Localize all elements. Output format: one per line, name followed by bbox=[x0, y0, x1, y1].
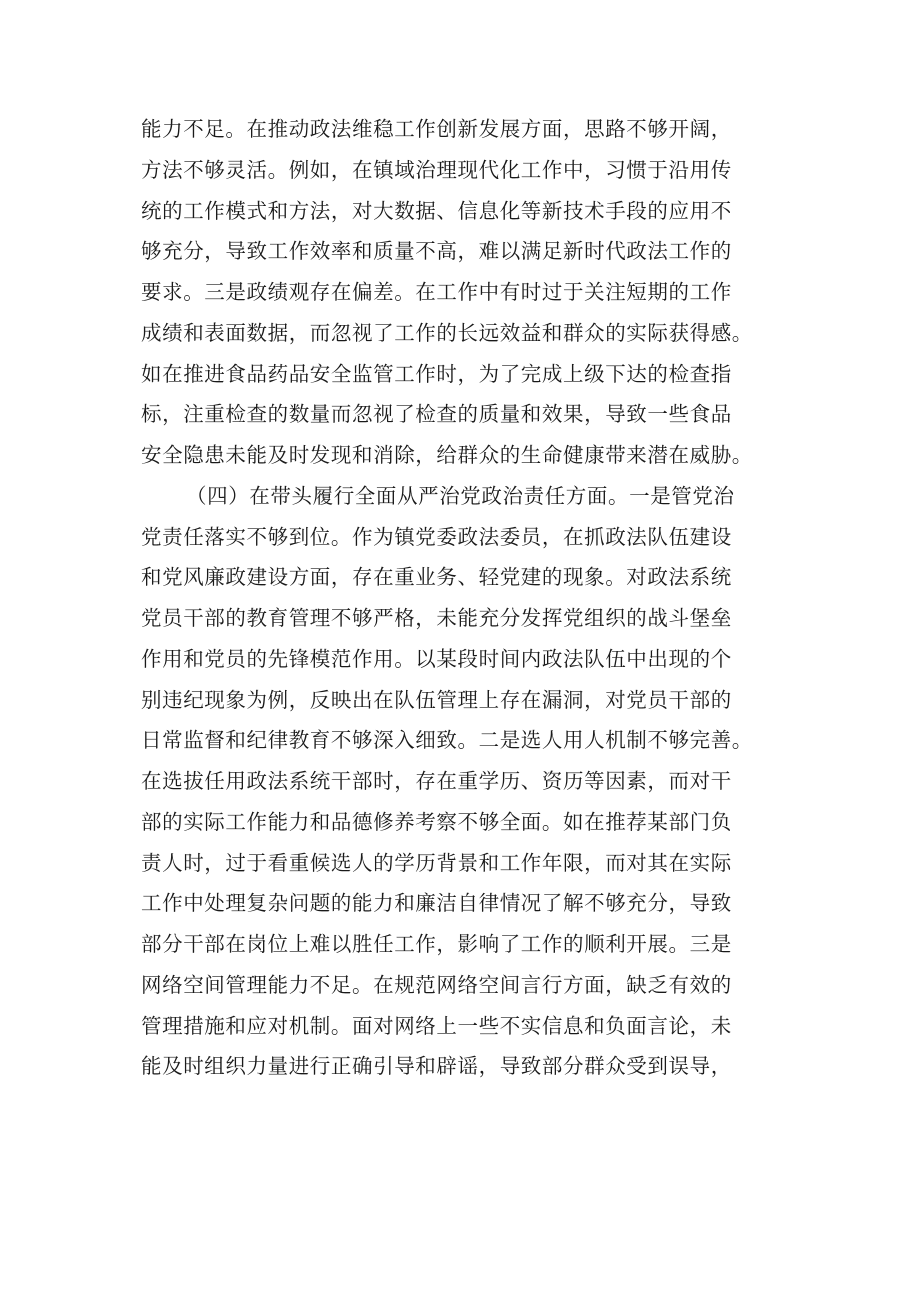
section-heading-line: （四）在带头履行全面从严治党政治责任方面。一是管党治 bbox=[186, 483, 735, 508]
text-line: 和党风廉政建设方面，存在重业务、轻党建的现象。对政法系统 bbox=[141, 565, 732, 590]
text-line: 能及时组织力量进行正确引导和辟谣，导致部分群众受到误导， bbox=[141, 1054, 732, 1079]
text-line: 党责任落实不够到位。作为镇党委政法委员，在抓政法队伍建设 bbox=[141, 524, 732, 549]
text-line: 责人时，过于看重候选人的学历背景和工作年限，而对其在实际 bbox=[141, 850, 732, 875]
text-line: 成绩和表面数据，而忽视了工作的长远效益和群众的实际获得感。 bbox=[141, 320, 753, 345]
text-line: 统的工作模式和方法，对大数据、信息化等新技术手段的应用不 bbox=[141, 198, 732, 223]
text-line: 够充分，导致工作效率和质量不高，难以满足新时代政法工作的 bbox=[141, 239, 732, 264]
text-line: 党员干部的教育管理不够严格，未能充分发挥党组织的战斗堡垒 bbox=[141, 606, 732, 630]
text-line: 网络空间管理能力不足。在规范网络空间言行方面，缺乏有效的 bbox=[141, 972, 732, 997]
text-line: 管理措施和应对机制。面对网络上一些不实信息和负面言论，未 bbox=[141, 1013, 732, 1038]
text-line: 如在推进食品药品安全监管工作时，为了完成上级下达的检查指 bbox=[141, 361, 732, 386]
body-text bbox=[141, 109, 801, 1087]
text-line: 要求。三是政绩观存在偏差。在工作中有时过于关注短期的工作 bbox=[141, 280, 732, 304]
text-line: 工作中处理复杂问题的能力和廉洁自律情况了解不够充分，导致 bbox=[141, 891, 732, 916]
text-line: 日常监督和纪律教育不够深入细致。二是选人用人机制不够完善。 bbox=[141, 728, 753, 753]
text-line: 在选拔任用政法系统干部时，存在重学历、资历等因素，而对干 bbox=[141, 769, 732, 793]
text-line: 作用和党员的先锋模范作用。以某段时间内政法队伍中出现的个 bbox=[141, 646, 732, 671]
text-line: 别违纪现象为例，反映出在队伍管理上存在漏洞，对党员干部的 bbox=[141, 687, 732, 712]
text-line: 标，注重检查的数量而忽视了检查的质量和效果，导致一些食品 bbox=[141, 402, 732, 427]
text-line: 安全隐患未能及时发现和消除，给群众的生命健康带来潜在威胁。 bbox=[141, 443, 753, 467]
text-line: 方法不够灵活。例如，在镇域治理现代化工作中，习惯于沿用传 bbox=[141, 157, 732, 182]
text-line: 部的实际工作能力和品德修养考察不够全面。如在推荐某部门负 bbox=[141, 809, 732, 834]
text-line: 部分干部在岗位上难以胜任工作，影响了工作的顺利开展。三是 bbox=[141, 932, 732, 956]
text-line: 能力不足。在推动政法维稳工作创新发展方面，思路不够开阔， bbox=[141, 117, 732, 141]
